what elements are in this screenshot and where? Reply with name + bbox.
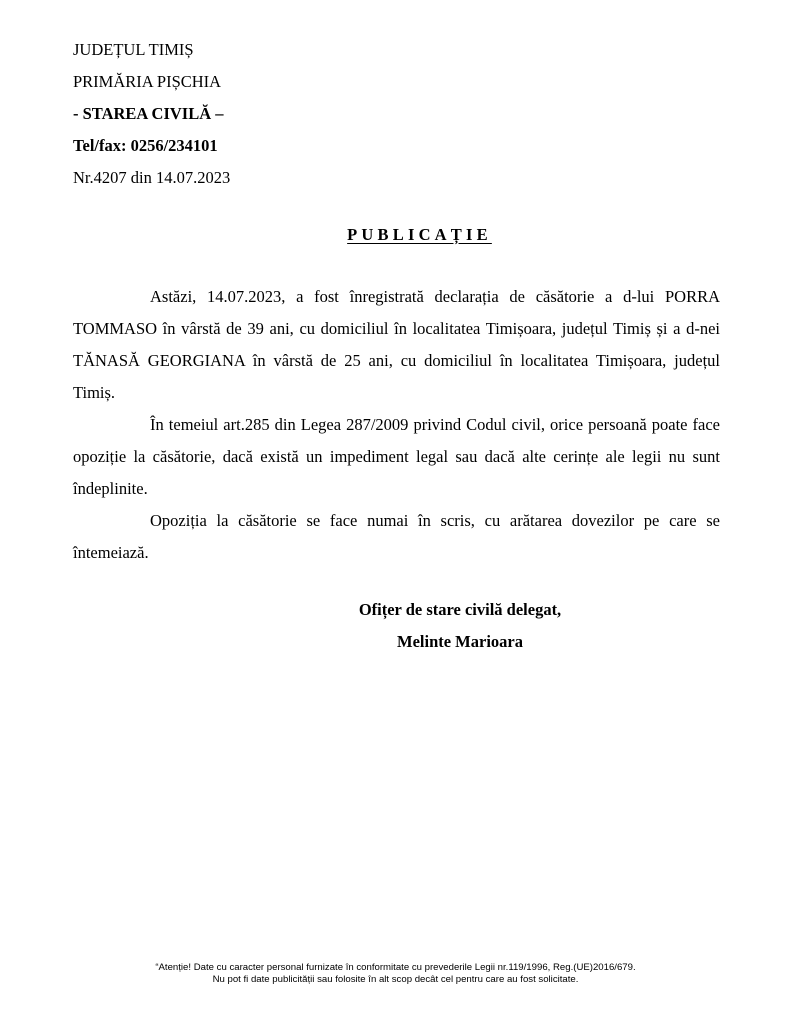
department-name: - STAREA CIVILĂ – <box>73 104 224 123</box>
document-title: PUBLICAȚIE <box>347 225 492 244</box>
footer-line-1: “Atenție! Date cu caracter personal furnizate în conformitate cu prevederile Legii nr.119/1996, Reg.(UE)2016/679. <box>155 962 636 973</box>
body-paragraph-opposition: Opoziția la căsătorie se face numai în scris, cu arătarea dovezilor pe care se întemeiază. <box>73 511 720 562</box>
body-paragraph-declaration: Astăzi, 14.07.2023, a fost înregistrată declarația de căsătorie a d-lui PORRA TOMMASO în vârstă de 39 ani, cu domiciliul în localitatea Timișoara, județul Timiș și a d-nei TĂNASĂ GEORGIANA în vârstă de 25 ani, cu domiciliul în localitatea Timișoara, județul Timiș. <box>73 287 720 402</box>
town-hall-name: PRIMĂRIA PIȘCHIA <box>73 72 222 91</box>
phone-fax: Tel/fax: 0256/234101 <box>73 136 218 155</box>
document-header <box>73 34 230 194</box>
signatory-name: Melinte Marioara <box>397 632 523 651</box>
registration-number: Nr.4207 din 14.07.2023 <box>73 168 231 187</box>
county-name: JUDEȚUL TIMIȘ <box>73 40 194 59</box>
footer-line-2: Nu pot fi date publicității sau folosite în alt scop decât cel pentru care au fost solicitate. <box>212 974 579 985</box>
privacy-footer <box>0 962 791 986</box>
document-title-wrapper <box>0 225 791 245</box>
signature-block <box>240 594 680 658</box>
document-body <box>73 281 720 569</box>
body-paragraph-legal-basis: În temeiul art.285 din Legea 287/2009 privind Codul civil, orice persoană poate face opoziție la căsătorie, dacă există un impediment legal sau dacă alte cerințe ale legii nu sunt îndeplinite. <box>73 415 720 498</box>
signatory-role: Ofițer de stare civilă delegat, <box>358 600 562 619</box>
